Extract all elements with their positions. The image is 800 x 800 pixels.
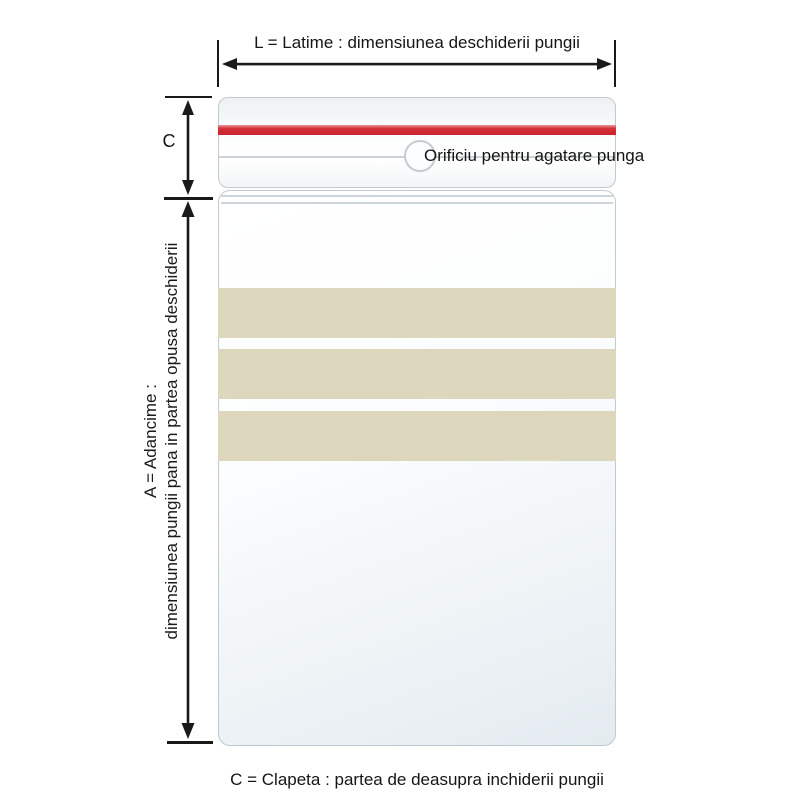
width-dimension-arrow	[222, 56, 612, 72]
zip-groove-line	[221, 195, 613, 197]
bag-body	[218, 190, 616, 746]
arrowhead-up	[182, 201, 195, 217]
arrowhead-down	[182, 180, 194, 195]
flap-tick-top	[165, 96, 212, 98]
depth-dimension-arrow	[180, 201, 196, 739]
width-tick-left	[217, 40, 219, 87]
depth-label-description: dimensiunea pungii pana in partea opusa deschiderii	[162, 242, 181, 640]
zip-groove-line	[221, 202, 613, 204]
writing-stripe	[218, 288, 616, 338]
flap-size-label: C	[162, 131, 176, 151]
arrow-shaft	[187, 215, 190, 725]
arrowhead-left	[222, 58, 237, 70]
flap-definition-label: C = Clapeta : partea de deasupra inchiderii pungii	[230, 770, 604, 789]
red-zip-line	[218, 125, 616, 135]
depth-tick-bottom	[167, 741, 213, 744]
arrowhead-up	[182, 100, 194, 115]
depth-dimension-label	[140, 161, 182, 721]
arrowhead-right	[597, 58, 612, 70]
flap-dimension-arrow	[180, 100, 196, 195]
arrow-shaft	[187, 113, 190, 182]
hang-hole-label: Orificiu pentru agatare punga	[424, 146, 645, 165]
writing-stripe	[218, 411, 616, 461]
writing-stripe	[218, 349, 616, 399]
width-dimension-label: L = Latime : dimensiunea deschiderii pungii	[254, 33, 580, 52]
arrow-shaft	[235, 63, 599, 66]
width-tick-right	[614, 40, 616, 87]
depth-label-title: A = Adancime :	[141, 384, 160, 498]
arrowhead-down	[182, 723, 195, 739]
